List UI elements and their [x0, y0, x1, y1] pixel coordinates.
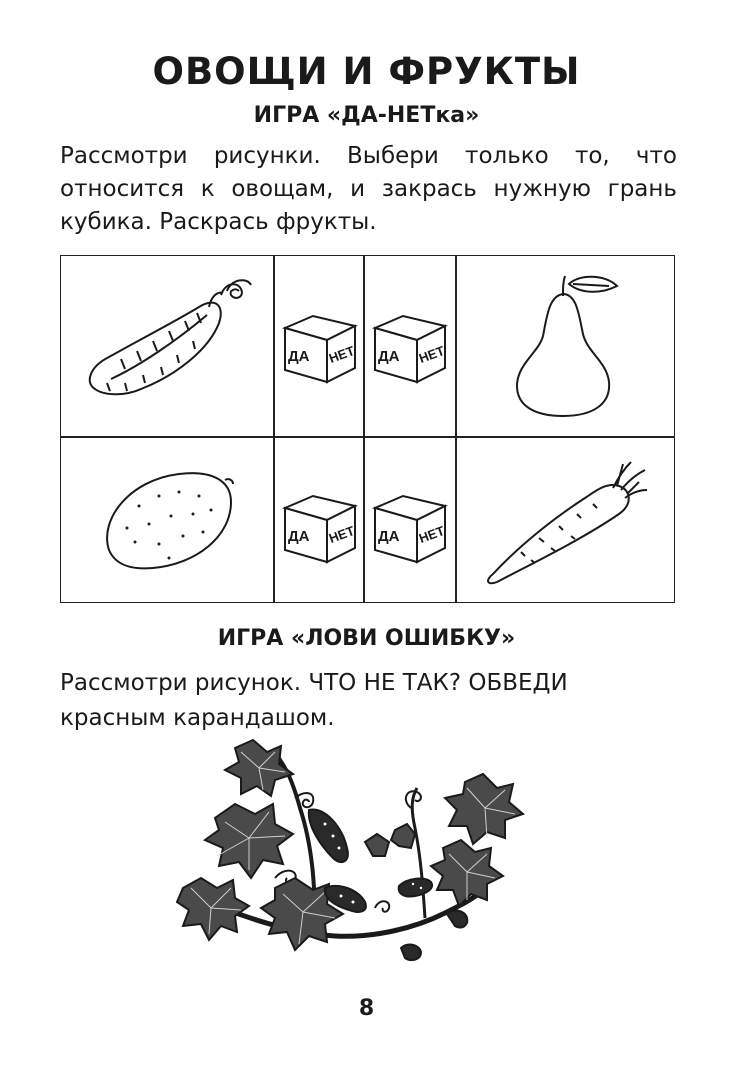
- svg-text:ДА: ДА: [288, 528, 310, 545]
- carrot-icon: [481, 456, 651, 591]
- game1-title: ИГРА «ДА-НЕТка»: [253, 103, 480, 128]
- svg-text:НЕТ: НЕТ: [326, 523, 357, 546]
- svg-text:НЕТ: НЕТ: [326, 343, 357, 366]
- answer-cube[interactable]: [279, 488, 359, 568]
- game2-title: ИГРА «ЛОВИ ОШИБКУ»: [217, 626, 516, 651]
- lemon-icon: [99, 466, 239, 576]
- svg-text:НЕТ: НЕТ: [416, 343, 447, 366]
- yes-no-grid: [60, 255, 675, 603]
- pear-icon: [501, 274, 631, 424]
- cucumber-vine-icon: [175, 738, 535, 977]
- svg-text:ДА: ДА: [288, 348, 310, 365]
- answer-cube[interactable]: [369, 308, 449, 388]
- game2-instruction: Рассмотри рисунок. ЧТО НЕ ТАК? ОБВЕДИ красным карандашом.: [60, 670, 568, 731]
- game1-instruction: Рассмотри рисунки. Выбери только то, что относится к овощам, и закрась нужную грань кубика. Раскрась фрукты.: [60, 143, 677, 235]
- page-number: 8: [358, 996, 375, 1021]
- answer-cube[interactable]: [369, 488, 449, 568]
- answer-cube[interactable]: [279, 308, 359, 388]
- svg-text:ДА: ДА: [378, 528, 400, 545]
- svg-text:НЕТ: НЕТ: [416, 523, 447, 546]
- cucumber-icon: [81, 271, 256, 416]
- page-title: ОВОЩИ И ФРУКТЫ: [152, 50, 581, 93]
- svg-text:ДА: ДА: [378, 348, 400, 365]
